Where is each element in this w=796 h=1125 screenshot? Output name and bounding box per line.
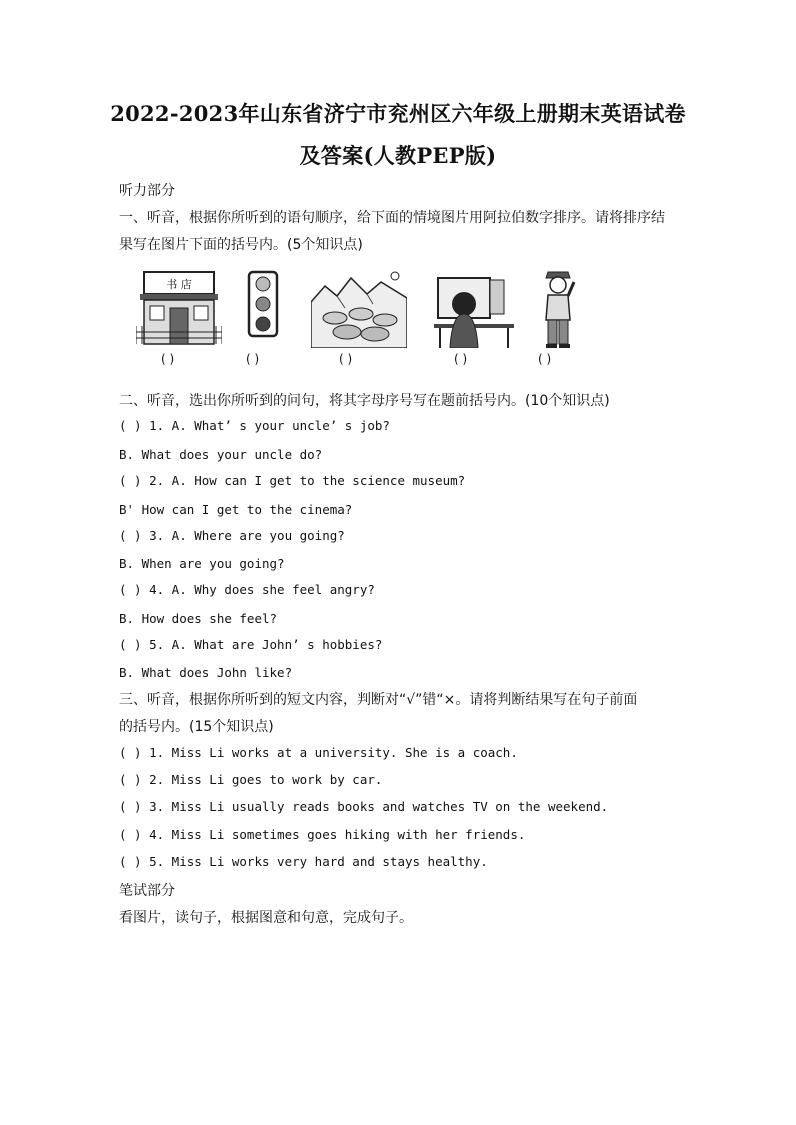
picture-answer-blank[interactable]: ( ) <box>246 352 260 366</box>
question-line: B. How does she feel? <box>119 611 278 626</box>
picture-answer-blank[interactable]: ( ) <box>538 352 552 366</box>
page-title-line2: 及答案(人教PEP版) <box>299 143 497 168</box>
written-instruction: 看图片，读句子，根据图意和句意，完成句子。 <box>119 910 413 926</box>
question-line: ( ) 2. A. How can I get to the science museum? <box>119 473 466 488</box>
picture-answer-blank[interactable]: ( ) <box>161 352 175 366</box>
question-line: B' How can I get to the cinema? <box>119 502 353 517</box>
question-line: ( ) 4. A. Why does she feel angry? <box>119 582 375 597</box>
page-title-line1: 2022-2023年山东省济宁市兖州区六年级上册期末英语试卷 <box>110 101 686 126</box>
section1-heading-cont: 果写在图片下面的括号内。(5个知识点) <box>119 237 363 253</box>
bookstore-icon <box>136 268 222 348</box>
section2-heading: 二、听音，选出你所听到的问句，将其字母序号写在题前括号内。(10个知识点) <box>119 393 610 409</box>
question-line: B. What does your uncle do? <box>119 447 323 462</box>
question-line: B. When are you going? <box>119 556 285 571</box>
picture-answer-blank[interactable]: ( ) <box>339 352 353 366</box>
police-officer-icon <box>538 268 578 350</box>
question-line: ( ) 5. A. What are John’ s hobbies? <box>119 637 383 652</box>
listening-header: 听力部分 <box>119 183 175 199</box>
judgement-line: ( ) 3. Miss Li usually reads books and watches TV on the weekend. <box>119 799 609 814</box>
section3-heading-cont: 的括号内。(15个知识点) <box>119 719 274 735</box>
question-line: B. What does John like? <box>119 665 293 680</box>
picture-answer-blank[interactable]: ( ) <box>454 352 468 366</box>
picnic-scene-icon <box>311 268 407 348</box>
question-line: ( ) 3. A. Where are you going? <box>119 528 345 543</box>
judgement-line: ( ) 2. Miss Li goes to work by car. <box>119 772 383 787</box>
bookstore-sign: 书 店 <box>166 278 192 291</box>
question-line: ( ) 1. A. What’ s your uncle’ s job? <box>119 418 390 433</box>
judgement-line: ( ) 5. Miss Li works very hard and stays healthy. <box>119 854 488 869</box>
section1-heading: 一、听音，根据你所听到的语句顺序，给下面的情境图片用阿拉伯数字排序。请将排序结 <box>119 210 665 226</box>
section3-heading: 三、听音，根据你所听到的短文内容，判断对“√”错“×。请将判断结果写在句子前面 <box>119 692 638 708</box>
judgement-line: ( ) 1. Miss Li works at a university. She is a coach. <box>119 745 518 760</box>
computer-user-icon <box>432 268 516 348</box>
traffic-light-icon <box>246 268 280 340</box>
written-header: 笔试部分 <box>119 883 175 899</box>
judgement-line: ( ) 4. Miss Li sometimes goes hiking with her friends. <box>119 827 526 842</box>
